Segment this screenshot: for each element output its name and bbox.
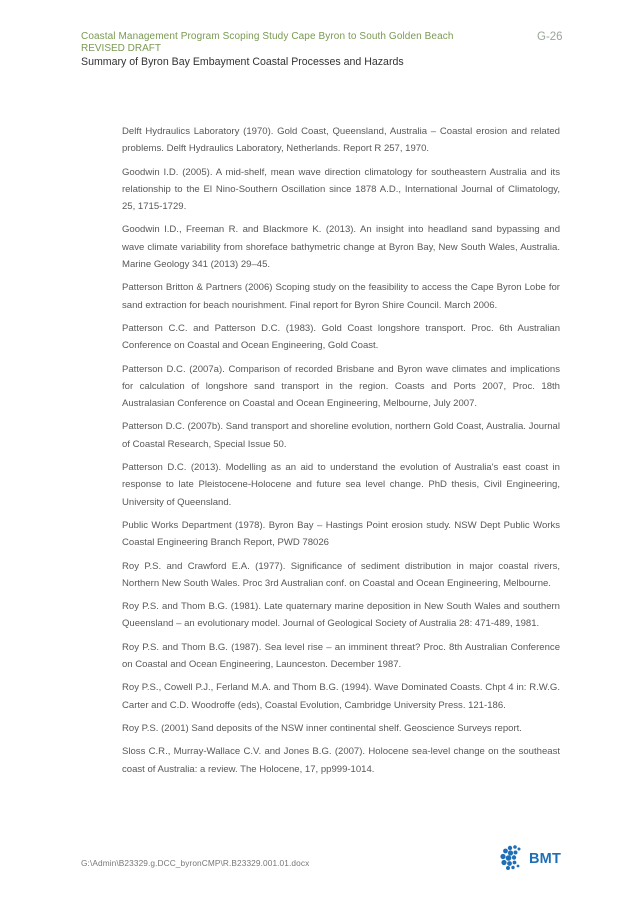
bmt-logo-text: BMT bbox=[529, 851, 562, 867]
reference-item: Patterson C.C. and Patterson D.C. (1983). Gold Coast longshore transport. Proc. 6th Australian Conference on Coastal and Ocean Engineering, Gold Coast. bbox=[122, 322, 560, 352]
reference-item: Roy P.S. (2001) Sand deposits of the NSW inner continental shelf. Geoscience Surveys report. bbox=[122, 722, 522, 734]
reference-item: Patterson D.C. (2007a). Comparison of recorded Brisbane and Byron wave climates and implications for calculation of longshore sand transport in the region. Coasts and Ports 2007, Proc. 18th Australasian Conference on Coastal and Ocean Engineering, Melbourne, July 2007. bbox=[122, 363, 560, 410]
reference-item: Roy P.S. and Thom B.G. (1981). Late quaternary marine deposition in New South Wales and southern Queensland – an evolutionary model. Journal of Geological Society of Australia 28: 471-489, 1981. bbox=[122, 601, 560, 630]
reference-item: Sloss C.R., Murray-Wallace C.V. and Jones B.G. (2007). Holocene sea-level change on the southeast coast of Australia: a review. The Holocene, 17, pp999-1014. bbox=[122, 746, 560, 775]
reference-item: Public Works Department (1978). Byron Bay – Hastings Point erosion study. NSW Dept Public Works Coastal Engineering Branch Report, PWD 78026 bbox=[122, 519, 560, 549]
header-section-title: Summary of Byron Bay Embayment Coastal Processes and Hazards bbox=[81, 56, 404, 68]
header-draft-status: REVISED DRAFT bbox=[81, 43, 162, 54]
reference-item: Patterson D.C. (2013). Modelling as an aid to understand the evolution of Australia's east coast in response to late Pleistocene-Holocene and future sea level change. PhD thesis, Civil Engineering, University of Queensland. bbox=[122, 462, 560, 508]
reference-item: Roy P.S., Cowell P.J., Ferland M.A. and Thom B.G. (1994). Wave Dominated Coasts. Chpt 4 in: R.W.G. Carter and C.D. Woodroffe (eds), Coastal Evolution, Cambridge University Press. 121-186. bbox=[122, 682, 560, 711]
reference-item: Delft Hydraulics Laboratory (1970). Gold Coast, Queensland, Australia – Coastal erosion and related problems. Delft Hydraulics Laboratory, Netherlands. Report R 257, 1970. bbox=[122, 126, 560, 155]
reference-item: Patterson Britton & Partners (2006) Scoping study on the feasibility to access the Cape Byron Lobe for sand extraction for beach nourishment. Final report for Byron Shire Council. March 2006. bbox=[122, 282, 560, 311]
reference-list bbox=[122, 123, 560, 784]
footer-file-path: G:\Admin\B23329.g.DCC_byronCMP\R.B23329.001.01.docx bbox=[81, 858, 310, 868]
page-number: G-26 bbox=[537, 31, 563, 43]
reference-item: Roy P.S. and Crawford E.A. (1977). Significance of sediment distribution in major coastal rivers, Northern New South Wales. Proc 3rd Australian conf. on Coastal and Ocean Engineering, Melbourne. bbox=[122, 560, 560, 589]
reference-item: Goodwin I.D. (2005). A mid-shelf, mean wave direction climatology for southeastern Australia and its relationship to the El Nino-Southern Oscillation since 1878 A.D., International Journal of Climatology, 25, 1715-1729. bbox=[122, 166, 560, 213]
reference-item: Patterson D.C. (2007b). Sand transport and shoreline evolution, northern Gold Coast, Australia. Journal of Coastal Research, Special Issue 50. bbox=[122, 421, 560, 450]
header-project-title: Coastal Management Program Scoping Study Cape Byron to South Golden Beach bbox=[81, 31, 454, 42]
reference-item: Roy P.S. and Thom B.G. (1987). Sea level rise – an imminent threat? Proc. 8th Australian Conference on Coastal and Ocean Engineering, Launceston. December 1987. bbox=[122, 641, 560, 671]
reference-item: Goodwin I.D., Freeman R. and Blackmore K. (2013). An insight into headland sand bypassing and wave climate variability from shoreface bathymetric change at Byron Bay, New South Wales, Australia. Marine Geology 341 (2013) 29–45. bbox=[122, 224, 560, 271]
